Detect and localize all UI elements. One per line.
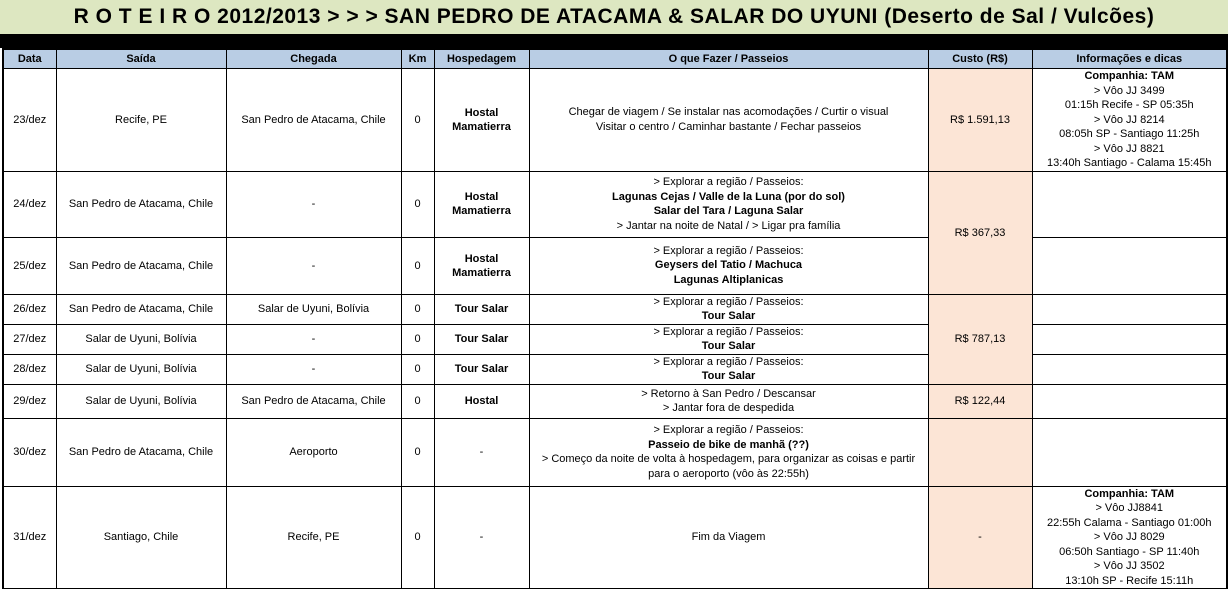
chegada-cell: Recife, PE [226,486,401,589]
todo-cell [529,418,928,486]
info-line: 01:15h Recife - SP 05:35h [1064,99,1194,111]
column-header-hospedagem: Hospedagem [434,49,529,69]
column-header-informacoes: Informações e dicas [1032,49,1227,69]
custo-cell-merged: R$ 367,33 [928,171,1032,294]
custo-cell: R$ 1.591,13 [928,69,1032,172]
custo-cell-merged: R$ 787,13 [928,294,1032,384]
todo-cell [529,294,928,324]
km-cell: 0 [401,171,434,237]
info-cell [1032,324,1227,354]
itinerary-row-24dez [3,171,1227,237]
info-line: > Vôo JJ 8029 [1093,531,1165,543]
info-line: > Vôo JJ 8214 [1093,113,1165,126]
todo-cell [529,237,928,294]
saida-cell: Recife, PE [56,69,226,172]
column-header-custo: Custo (R$) [928,49,1032,69]
chegada-cell: Aeroporto [226,418,401,486]
info-line: > Vôo JJ 8821 [1093,142,1165,155]
date-cell: 25/dez [3,237,56,294]
todo-line: > Explorar a região / Passeios: [653,244,804,257]
todo-line: > Retorno à San Pedro / Descansar [641,387,816,400]
todo-line: > Começo da noite de volta à hospedagem, para organizar as coisas e partir para o aeroporto (vôo às 22:55h) [541,453,916,480]
itinerary-row-29dez [3,384,1227,418]
column-header-km: Km [401,49,434,69]
header-row [3,49,1227,69]
chegada-cell: San Pedro de Atacama, Chile [226,384,401,418]
todo-cell [529,384,928,418]
km-cell: 0 [401,486,434,589]
info-cell [1032,294,1227,324]
todo-cell [529,354,928,384]
todo-line: > Explorar a região / Passeios: [653,295,804,308]
saida-cell: Santiago, Chile [56,486,226,589]
date-cell: 27/dez [3,324,56,354]
info-line: 13:10h SP - Recife 15:11h [1065,574,1194,587]
info-cell [1032,354,1227,384]
km-cell: 0 [401,384,434,418]
custo-cell [928,418,1032,486]
info-line: > Vôo JJ8841 [1095,502,1164,514]
chegada-cell: - [226,324,401,354]
todo-line: > Jantar na noite de Natal / > Ligar pra família [616,219,841,232]
hospedagem-cell: Tour Salar [434,294,529,324]
title-separator-band [0,34,1228,48]
km-cell: 0 [401,69,434,172]
todo-line: Visitar o centro / Caminhar bastante / Fechar passeios [595,120,862,133]
column-header-o-que-fazer: O que Fazer / Passeios [529,49,928,69]
info-line: 13:40h Santiago - Calama 15:45h [1046,157,1212,169]
todo-line: Tour Salar [701,340,756,352]
info-cell [1032,418,1227,486]
info-cell [1032,171,1227,237]
date-cell: 30/dez [3,418,56,486]
km-cell: 0 [401,237,434,294]
itinerary-row-30dez [3,418,1227,486]
km-cell: 0 [401,294,434,324]
info-cell [1032,486,1227,589]
itinerary-row-31dez [3,486,1227,589]
itinerary-table [2,48,1228,589]
info-cell [1032,384,1227,418]
chegada-cell: Salar de Uyuni, Bolívia [226,294,401,324]
todo-line: Tour Salar [701,310,756,322]
info-line: 06:50h Santiago - SP 11:40h [1059,545,1200,558]
todo-line: Fim da Viagem [691,531,766,543]
date-cell: 23/dez [3,69,56,172]
date-cell: 26/dez [3,294,56,324]
itinerary-row-27dez [3,324,1227,354]
hospedagem-cell: Tour Salar [434,354,529,384]
column-header-data: Data [3,49,56,69]
column-header-saida: Saída [56,49,226,69]
info-line: > Vôo JJ 3502 [1093,560,1165,572]
custo-cell: R$ 122,44 [928,384,1032,418]
todo-cell [529,171,928,237]
todo-line: Lagunas Altiplanicas [673,273,784,286]
saida-cell: Salar de Uyuni, Bolívia [56,354,226,384]
saida-cell: Salar de Uyuni, Bolívia [56,384,226,418]
info-line: 08:05h SP - Santiago 11:25h [1059,128,1200,140]
chegada-cell: - [226,354,401,384]
date-cell: 29/dez [3,384,56,418]
info-line: Companhia: TAM [1084,70,1175,82]
todo-line: > Explorar a região / Passeios: [653,325,804,338]
km-cell: 0 [401,324,434,354]
date-cell: 28/dez [3,354,56,384]
km-cell: 0 [401,354,434,384]
chegada-cell: San Pedro de Atacama, Chile [226,69,401,172]
itinerary-row-28dez [3,354,1227,384]
info-cell [1032,69,1227,172]
page-title: R O T E I R O 2012/2013 > > > SAN PEDRO DE ATACAMA & SALAR DO UYUNI (Deserto de Sal / Vulcões) [0,0,1228,34]
todo-line: > Explorar a região / Passeios: [653,176,804,188]
info-line: > Vôo JJ 3499 [1093,84,1165,97]
todo-line: Chegar de viagem / Se instalar nas acomodações / Curtir o visual [568,106,889,119]
todo-line: Geysers del Tatio / Machuca [654,259,803,272]
itinerary-row-26dez [3,294,1227,324]
info-line: Companhia: TAM [1084,487,1175,500]
todo-line: Passeio de bike de manhã (??) [648,438,809,451]
todo-line: Lagunas Cejas / Valle de la Luna (por do sol) [612,190,845,203]
saida-cell: Salar de Uyuni, Bolívia [56,324,226,354]
info-cell [1032,237,1227,294]
hospedagem-cell: Hostal [434,384,529,418]
saida-cell: San Pedro de Atacama, Chile [56,171,226,237]
todo-line: Tour Salar [701,370,756,382]
hospedagem-cell: Hostal Mamatierra [434,69,529,172]
info-line: 22:55h Calama - Santiago 01:00h [1046,516,1212,529]
column-header-chegada: Chegada [226,49,401,69]
hospedagem-cell: Hostal Mamatierra [434,171,529,237]
date-cell: 24/dez [3,171,56,237]
itinerary-row-23dez [3,69,1227,172]
saida-cell: San Pedro de Atacama, Chile [56,237,226,294]
todo-cell [529,69,928,172]
chegada-cell: - [226,171,401,237]
itinerary-row-25dez [3,237,1227,294]
saida-cell: San Pedro de Atacama, Chile [56,294,226,324]
chegada-cell: - [226,237,401,294]
date-cell: 31/dez [3,486,56,589]
hospedagem-cell: - [434,486,529,589]
hospedagem-cell: Tour Salar [434,324,529,354]
todo-line: > Explorar a região / Passeios: [653,355,804,368]
km-cell: 0 [401,418,434,486]
todo-cell [529,486,928,589]
todo-line: > Jantar fora de despedida [662,402,795,414]
todo-line: Salar del Tara / Laguna Salar [653,205,804,217]
todo-cell [529,324,928,354]
saida-cell: San Pedro de Atacama, Chile [56,418,226,486]
hospedagem-cell: Hostal Mamatierra [434,237,529,294]
custo-cell: - [928,486,1032,589]
hospedagem-cell: - [434,418,529,486]
todo-line: > Explorar a região / Passeios: [653,424,804,436]
